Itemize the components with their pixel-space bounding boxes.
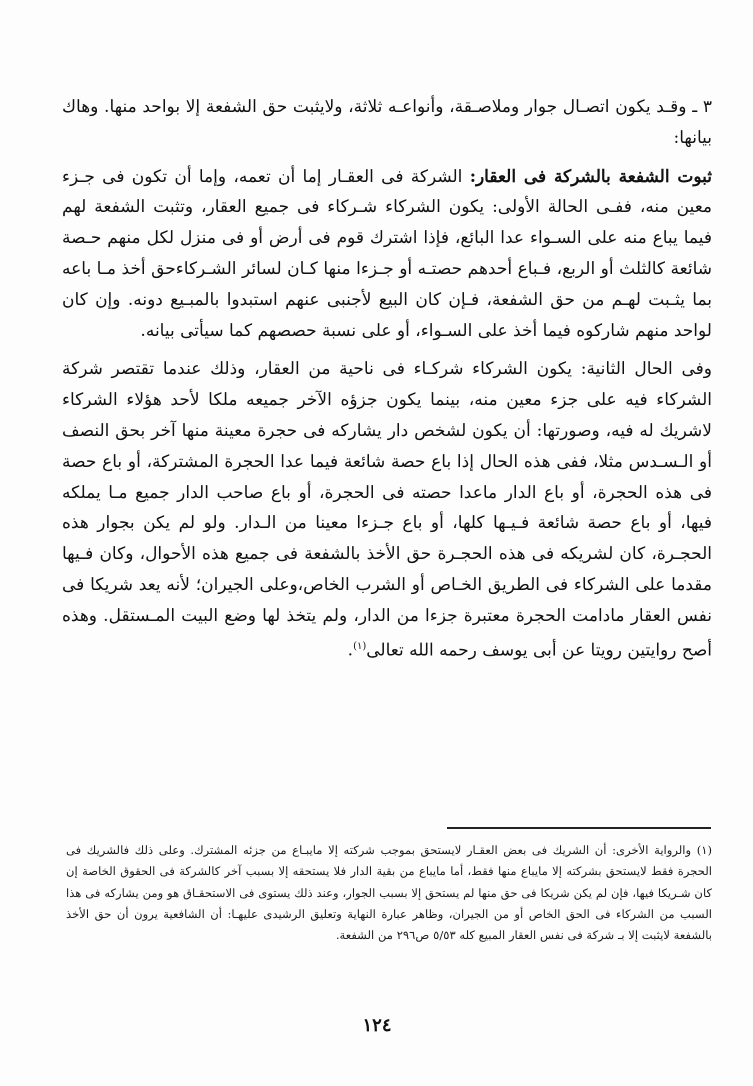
paragraph-second-case: وفى الحال الثانية: يكون الشركاء شركـاء فى ناحية من العقار، وذلك عندما تقتصر شركة الشركاء فيه على جزء معين منه، بينما يكون جزؤه الآخر جميعه ملكا لأحد هؤلاء الشركاء لاشريك له فيه، وصورتها: أن يكون لشخص دار يشاركه فى حجرة معينة منها آخر بحق النصف أو الـسـدس مثلا، ففى هذه الحال إذا باع حصة شائعة فيما عدا الحجرة المشتركة، أو باع حصة فى هذه الحجرة، أو باع الدار ماعدا حصته فى الحجرة، أو باع صاحب الدار جميع مـا يملكه فيها، أو باع حصة شائعة فـيـها كلها، أو باع جـزءا معينا من الـدار. ولو لم يكن بجوار هذه الحجـرة، كان لشريكه فى هذه الحجـرة حق الأخذ بالشفعة فى جميع هذه الأحوال، وكان فـيها مقدما على الشركاء فى الطريق الخـاص أو الشرب الخاص،وعلى الجيران؛ لأنه يعد شريكا فى نفس العقار مادامت الحجرة معتبرة جزءا من الدار، ولم يتخذ لها وضع البيت المـستقل. وهذه أصح روايتين رويتا عن أبى يوسف رحمه الله تعالى$^{(١)}$. bbox=[62, 359, 712, 661]
footnote-separator bbox=[447, 827, 711, 829]
paragraph-shared-ownership bbox=[62, 162, 712, 347]
paragraph-intro: ٣ ـ وقـد يكون اتصـال جوار وملاصـقة، وأنواعـه ثلاثة، ولايثبت حق الشفعة إلا بواحد منها. وهاك بيانها: bbox=[62, 97, 712, 148]
footnote-1: (١) والرواية الأخرى: أن الشريك فى بعض العقـار لايستحق بموجب شركته إلا مايبـاع من جزئه المشترك. وعلى ذلك فالشريك فى الحجرة فقط لايستحق بشركته إلا مايباع منها فقط، أما مايباع من بقية الدار فلا يستحقه إلا بسبب آخر كالشركة فى الحقوق الخاصة إن كان شـريكا فيها، فإن لم يكن شريكا فى حق منها لم يستحق إلا بسبب الجوار، وعند ذلك يستوى فى الاستحقـاق هو ومن يشاركه فى هذا السبب من الشركاء فى الحق الخاص أو من الجيران، وظاهر عبارة النهاية وتعليق الرشيدى عليهـا: أن الشافعية يرون أن حق الأخذ بالشفعة لايثبت إلا بـ شركة فى نفس العقار المبيع كله ٥/٥٣ ص٢٩٦ من الشفعة. bbox=[66, 843, 712, 943]
paragraph-second-case-text: وفى الحال الثانية: يكون الشركاء شركـاء فى ناحية من العقار، وذلك عندما تقتصر شركة الشركاء فيه على جزء معين منه، بينما يكون جزؤه الآخر جميعه ملكا لأحد هؤلاء الشركاء لاشريك له فيه، وصورتها: أن يكون لشخص دار يشاركه فى حجرة معينة منها آخر بحق النصف أو الـسـدس مثلا، ففى هذه الحال إذا باع حصة شائعة فيما عدا الحجرة المشتركة، أو باع حصة فى هذه الحجرة، أو باع الدار ماعدا حصته فى الحجرة، أو باع صاحب الدار جميع مـا يملكه فيها، أو باع حصة شائعة فـيـها كلها، أو باع جـزءا معينا من الـدار. ولو لم يكن بجوار هذه الحجـرة، كان لشريكه فى هذه الحجـرة حق الأخذ بالشفعة فى جميع هذه الأحوال، وكان فـيها مقدما على الشركاء فى الطريق الخـاص أو الشرب الخاص،وعلى الجيران؛ لأنه يعد شريكا فى نفس العقار مادامت الحجرة معتبرة جزءا من الدار، ولم يتخذ لها وضع البيت المـستقل. وهذه أصح روايتين رويتا عن أبى يوسف رحمه الله تعالى bbox=[62, 359, 712, 661]
footnote-reference: (١) bbox=[353, 640, 367, 652]
section-heading: ثبوت الشفعة بالشركة فى العقار: bbox=[469, 166, 713, 187]
page-number: ١٢٤ bbox=[362, 1015, 392, 1036]
paragraph-shared-ownership-text: الشركة فى العقـار إما أن تعمه، وإما أن تكون فى جـزء معين منه، ففـى الحالة الأولى: يكون الشركاء شـركاء فى جميع العقار، وتثبت الشفعة لهم فيما يباع منه على السـواء عدا البائع، فإذا اشترك قوم فى أرض أو فى منزل لكل منهم حـصة شائعة كالثلث أو الربع، فـباع أحدهم حصتـه أو جـزءا منها كـان لسائر الشـركاءحق أخذ مـا باعه بما يثـبت لهـم من حق الشفعة، فـإن كان البيع لأجنبى عنهم استبدوا بالمبـيع دونه. وإن كان لواحد منهم شاركوه فيما أخذ على السـواء، أو على نسبة حصصهم كما سيأتى بيانه. bbox=[62, 166, 712, 341]
footnotes bbox=[66, 840, 712, 946]
main-text bbox=[62, 92, 712, 666]
